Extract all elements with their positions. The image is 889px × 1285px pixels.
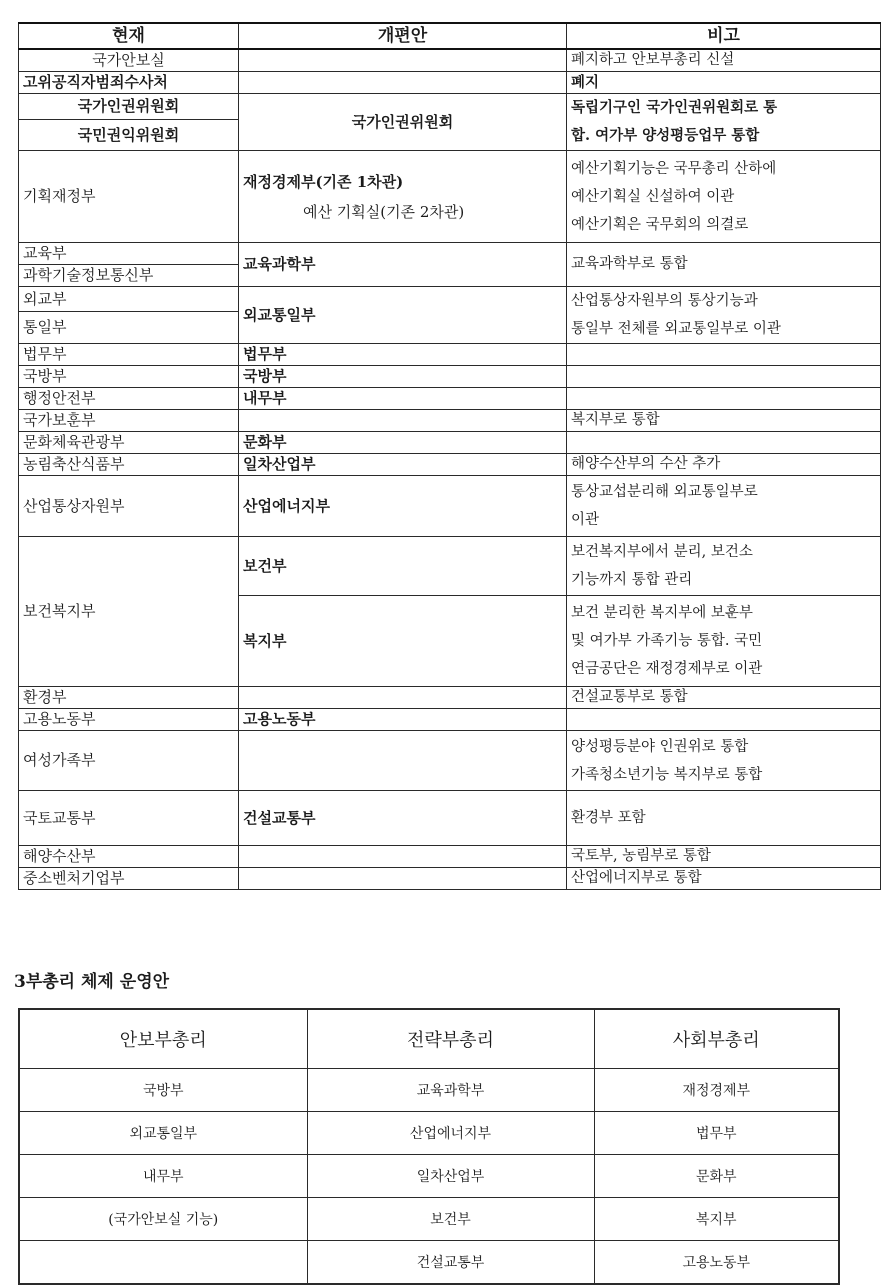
premier-header-row: [19, 1009, 839, 1069]
table-row: [19, 410, 881, 432]
remarks-line: 예산기획실 신설하여 이관: [571, 188, 735, 205]
current-cell: 중소벤처기업부: [19, 868, 239, 890]
remarks-line: 예산기획기능은 국무총리 산하에: [571, 160, 777, 177]
remarks-cell: [567, 151, 881, 243]
strategy-cell: 산업에너지부: [307, 1112, 594, 1155]
current-cell: 국가보훈부: [19, 410, 239, 432]
current-cell: 고용노동부: [19, 709, 239, 731]
security-cell: 내무부: [19, 1155, 307, 1198]
current-cell: 해양수산부: [19, 846, 239, 868]
current-cell: 산업통상자원부: [19, 476, 239, 537]
social-cell: 재정경제부: [594, 1069, 839, 1112]
remarks-cell: 산업에너지부로 통합: [567, 868, 881, 890]
security-cell: 외교통일부: [19, 1112, 307, 1155]
remarks-cell: 건설교통부로 통합: [567, 687, 881, 709]
header-strategy-premier: 전략부총리: [307, 1009, 594, 1069]
reorganization-table: [18, 22, 881, 890]
remarks-cell: [567, 476, 881, 537]
proposal-cell: 국방부: [239, 366, 567, 388]
social-cell: 복지부: [594, 1198, 839, 1241]
remarks-line: 이관: [571, 512, 600, 528]
proposal-cell: [239, 731, 567, 791]
premier-table: [18, 1008, 840, 1285]
remarks-cell: [567, 287, 881, 344]
table-row: [19, 1198, 839, 1241]
remarks-line: 보건 분리한 복지부에 보훈부: [571, 605, 753, 621]
table-header-row: [19, 23, 881, 49]
table-row: [19, 791, 881, 846]
table-row: [19, 454, 881, 476]
table-row: [19, 476, 881, 537]
current-cell: 고위공직자범죄수사처: [19, 72, 239, 94]
table-row: [19, 243, 881, 265]
table-row: [19, 1069, 839, 1112]
table-row: [19, 1155, 839, 1198]
proposal-cell: 보건부: [239, 537, 567, 596]
proposal-cell: [239, 151, 567, 243]
remarks-line: 통일부 전체를 외교통일부로 이관: [571, 321, 781, 337]
current-cell: 국토교통부: [19, 791, 239, 846]
table-row: [19, 151, 881, 243]
remarks-line: 독립기구인 국가인권위원회로 통: [571, 99, 778, 116]
remarks-line: 예산기획은 국무회의 의결로: [571, 216, 749, 233]
current-cell: 법무부: [19, 344, 239, 366]
table-row: [19, 344, 881, 366]
remarks-line: 보건복지부에서 분리, 보건소: [571, 544, 753, 560]
table-row: [19, 868, 881, 890]
table-row: [19, 687, 881, 709]
remarks-cell: [567, 388, 881, 410]
current-cell: 통일부: [19, 312, 239, 344]
proposal-sub-line: 예산 기획실(기존 2차관): [303, 202, 465, 221]
proposal-cell: 외교통일부: [239, 287, 567, 344]
proposal-cell: [239, 846, 567, 868]
remarks-cell: [567, 537, 881, 596]
remarks-line: 연금공단은 재정경제부로 이관: [571, 661, 763, 677]
current-cell: 환경부: [19, 687, 239, 709]
current-cell: 외교부: [19, 287, 239, 312]
table-row: [19, 537, 881, 596]
header-security-premier: 안보부총리: [19, 1009, 307, 1069]
remarks-cell: 환경부 포함: [567, 791, 881, 846]
proposal-cell: 내무부: [239, 388, 567, 410]
remarks-line: 기능까지 통합 관리: [571, 572, 693, 588]
current-cell: 기획재정부: [19, 151, 239, 243]
proposal-cell: 교육과학부: [239, 243, 567, 287]
proposal-cell: 문화부: [239, 432, 567, 454]
remarks-cell: [567, 709, 881, 731]
remarks-cell: [567, 731, 881, 791]
security-cell: 국방부: [19, 1069, 307, 1112]
current-cell: 여성가족부: [19, 731, 239, 791]
current-cell: 과학기술정보통신부: [19, 265, 239, 287]
table-row: [19, 846, 881, 868]
table-row: [19, 366, 881, 388]
current-cell: 국방부: [19, 366, 239, 388]
table-row: [19, 709, 881, 731]
social-cell: 법무부: [594, 1112, 839, 1155]
header-social-premier: 사회부총리: [594, 1009, 839, 1069]
social-cell: 고용노동부: [594, 1241, 839, 1285]
header-remarks: 비고: [567, 23, 881, 49]
table-row: [19, 49, 881, 72]
table-row: [19, 1112, 839, 1155]
strategy-cell: 교육과학부: [307, 1069, 594, 1112]
strategy-cell: 일차산업부: [307, 1155, 594, 1198]
remarks-cell: [567, 432, 881, 454]
remarks-line: 통상교섭분리해 외교통일부로: [571, 484, 758, 500]
remarks-line: 및 여가부 가족기능 통합. 국민: [571, 633, 763, 649]
proposal-cell: [239, 687, 567, 709]
current-cell: 농림축산식품부: [19, 454, 239, 476]
proposal-cell: 법무부: [239, 344, 567, 366]
proposal-cell: 산업에너지부: [239, 476, 567, 537]
current-cell: 행정안전부: [19, 388, 239, 410]
remarks-cell: [567, 596, 881, 687]
current-cell: 교육부: [19, 243, 239, 265]
current-cell: 보건복지부: [19, 537, 239, 687]
current-cell: 문화체육관광부: [19, 432, 239, 454]
remarks-cell: [567, 344, 881, 366]
current-cell: 국가인권위원회: [19, 94, 239, 120]
proposal-cell: 국가인권위원회: [239, 94, 567, 151]
remarks-cell: 복지부로 통합: [567, 410, 881, 432]
proposal-cell: 건설교통부: [239, 791, 567, 846]
header-proposal: 개편안: [239, 23, 567, 49]
remarks-cell: [567, 366, 881, 388]
table-row: [19, 94, 881, 120]
remarks-cell: 폐지하고 안보부총리 신설: [567, 49, 881, 72]
remarks-line: 가족청소년기능 복지부로 통합: [571, 766, 763, 783]
table-row: [19, 287, 881, 312]
remarks-cell: 교육과학부로 통합: [567, 243, 881, 287]
proposal-line: 재정경제부(기존 1차관): [243, 172, 404, 191]
proposal-cell: [239, 72, 567, 94]
proposal-cell: [239, 868, 567, 890]
strategy-cell: 보건부: [307, 1198, 594, 1241]
table-row: [19, 731, 881, 791]
security-cell: [19, 1241, 307, 1285]
remarks-line: 양성평등분야 인권위로 통합: [571, 738, 749, 755]
proposal-cell: 복지부: [239, 596, 567, 687]
proposal-cell: 일차산업부: [239, 454, 567, 476]
current-cell: 국민권익위원회: [19, 120, 239, 151]
strategy-cell: 건설교통부: [307, 1241, 594, 1285]
table-row: [19, 72, 881, 94]
remarks-line: 합. 여가부 양성평등업무 통합: [571, 127, 760, 144]
remarks-cell: 폐지: [567, 72, 881, 94]
security-cell: (국가안보실 기능): [19, 1198, 307, 1241]
proposal-cell: [239, 49, 567, 72]
header-current: 현재: [19, 23, 239, 49]
table-row: [19, 388, 881, 410]
proposal-cell: [239, 410, 567, 432]
remarks-cell: [567, 94, 881, 151]
remarks-cell: 국토부, 농림부로 통합: [567, 846, 881, 868]
table-row: [19, 432, 881, 454]
proposal-cell: 고용노동부: [239, 709, 567, 731]
remarks-cell: 해양수산부의 수산 추가: [567, 454, 881, 476]
social-cell: 문화부: [594, 1155, 839, 1198]
current-cell: 국가안보실: [19, 49, 239, 72]
table-row: [19, 1241, 839, 1285]
remarks-line: 산업통상자원부의 통상기능과: [571, 293, 758, 309]
section-title: 3부총리 체제 운영안: [14, 972, 170, 992]
